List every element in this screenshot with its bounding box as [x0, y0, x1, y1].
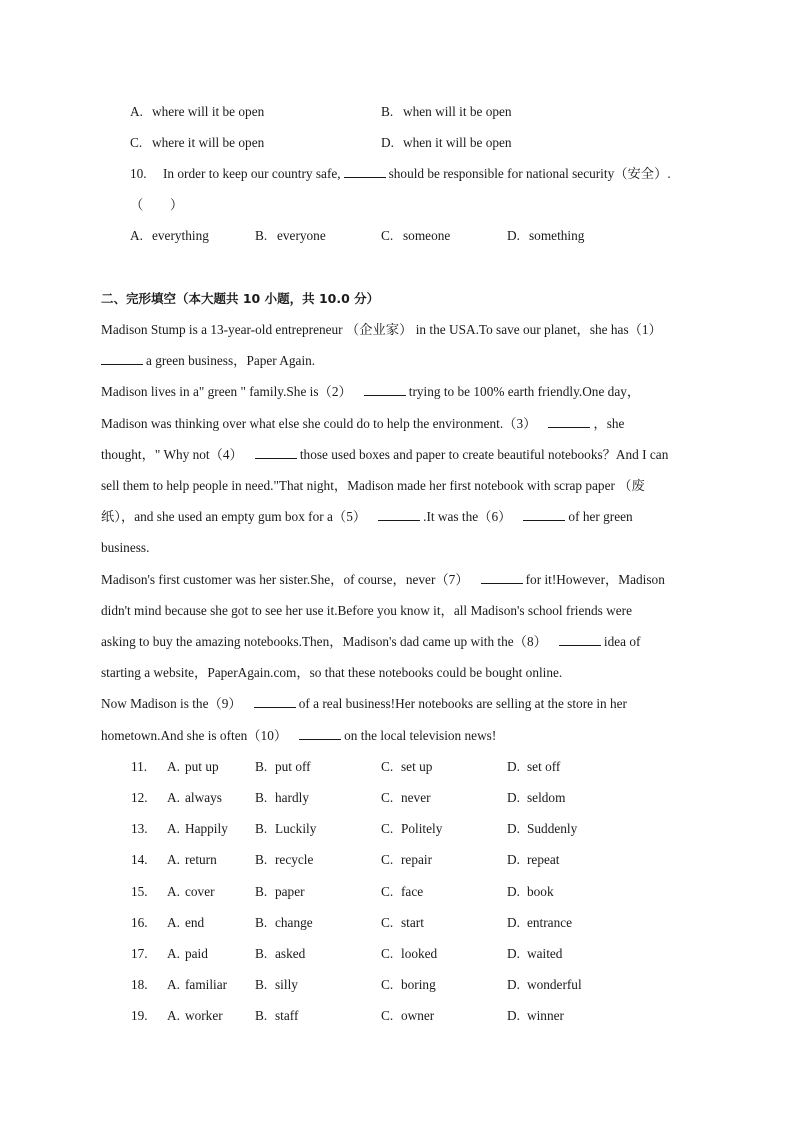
option-b[interactable]: [255, 946, 305, 962]
blank-6[interactable]: [523, 509, 565, 521]
option-text: paid: [185, 946, 208, 961]
blank-10[interactable]: [299, 728, 341, 740]
option-label: D.: [507, 790, 520, 805]
option-b[interactable]: [255, 977, 298, 993]
option-b[interactable]: [255, 1008, 298, 1024]
option-label: B.: [255, 759, 268, 774]
blank-9[interactable]: [254, 696, 296, 708]
option-text: set off: [527, 759, 561, 774]
option-label: C.: [381, 790, 394, 805]
question-number: 11.: [131, 759, 148, 774]
q9-option-d[interactable]: D. when it will be open: [381, 135, 512, 150]
passage-line-13: Now Madison is the（9） of a real business!Her notebooks are selling at the store in her: [101, 696, 627, 711]
option-text: asked: [275, 946, 306, 961]
option-a[interactable]: [167, 946, 208, 962]
option-label: C.: [381, 852, 394, 867]
option-c[interactable]: [381, 1008, 434, 1024]
option-text: always: [185, 790, 222, 805]
option-b[interactable]: [255, 852, 313, 868]
q10-blank[interactable]: [344, 166, 386, 178]
q9-option-a[interactable]: A. where will it be open: [130, 104, 265, 119]
option-label: A.: [167, 977, 180, 992]
passage-line-1: Madison Stump is a 13-year-old entrepreneur （企业家） in the USA.To save our planet，she has（1）: [101, 322, 662, 337]
option-d[interactable]: [507, 915, 572, 931]
option-d[interactable]: [507, 759, 560, 775]
q10-paren: （ ）: [130, 197, 184, 212]
passage-line-4: Madison was thinking over what else she could do to help the environment.（3） ，she: [101, 416, 625, 431]
passage-line-5: thought，" Why not（4） those used boxes and paper to create beautiful notebooks？And I can: [101, 447, 669, 462]
option-text: familiar: [185, 977, 228, 992]
option-label: D.: [507, 1008, 520, 1023]
passage-line-8: business.: [101, 540, 150, 555]
option-text: staff: [275, 1008, 299, 1023]
option-text: wonderful: [527, 977, 582, 992]
option-label: D.: [507, 852, 520, 867]
option-label: B.: [255, 790, 268, 805]
q10-option-c[interactable]: C. someone: [381, 228, 451, 243]
option-c[interactable]: [381, 852, 432, 868]
option-c[interactable]: [381, 915, 424, 931]
passage-line-14: hometown.And she is often（10） on the local television news!: [101, 728, 497, 743]
passage-line-3: Madison lives in a" green " family.She is（2） trying to be 100% earth friendly.One day，: [101, 384, 641, 399]
option-text: recycle: [275, 852, 314, 867]
passage-line-11: asking to buy the amazing notebooks.Then，Madison's dad came up with the（8） idea of: [101, 634, 641, 649]
blank-1[interactable]: [101, 353, 143, 365]
option-d[interactable]: [507, 977, 582, 993]
q10-option-d[interactable]: D. something: [507, 228, 585, 243]
option-label: C.: [381, 821, 394, 836]
q10-option-b[interactable]: B. everyone: [255, 228, 326, 243]
option-a[interactable]: [167, 977, 227, 993]
option-text: end: [185, 915, 205, 930]
blank-2[interactable]: [364, 384, 406, 396]
option-label: A.: [167, 915, 180, 930]
q10-stem: 10. In order to keep our country safe, should be responsible for national security（安全）.: [130, 166, 671, 181]
option-text: looked: [401, 946, 438, 961]
option-label: D.: [507, 759, 520, 774]
option-label: B.: [255, 946, 268, 961]
question-number: 14.: [131, 852, 148, 867]
option-label: A.: [167, 946, 180, 961]
option-label: A.: [167, 852, 180, 867]
option-text: Happily: [185, 821, 228, 836]
blank-3[interactable]: [548, 416, 590, 428]
question-number: 13.: [131, 821, 148, 836]
option-text: repair: [401, 852, 433, 867]
passage-line-10: didn't mind because she got to see her use it.Before you know it，all Madison's school friends were: [101, 603, 633, 618]
option-a[interactable]: [167, 821, 228, 837]
section-heading: 二、完形填空（本大题共 10 小题，共 10.0 分）: [101, 291, 380, 306]
blank-7[interactable]: [481, 572, 523, 584]
option-b[interactable]: [255, 821, 316, 837]
option-label: C.: [381, 1008, 394, 1023]
option-c[interactable]: [381, 946, 437, 962]
option-label: B.: [255, 915, 268, 930]
option-c[interactable]: [381, 884, 423, 900]
option-a[interactable]: [167, 1008, 223, 1024]
option-label: A.: [167, 884, 180, 899]
option-d[interactable]: [507, 852, 559, 868]
option-text: Suddenly: [527, 821, 578, 836]
q10-number: 10.: [130, 166, 147, 181]
option-label: D.: [507, 821, 520, 836]
option-text: set up: [401, 759, 433, 774]
option-text: repeat: [527, 852, 560, 867]
option-label: B.: [255, 852, 268, 867]
option-text: silly: [275, 977, 298, 992]
option-text: return: [185, 852, 217, 867]
option-a[interactable]: [167, 790, 222, 806]
q9-option-b[interactable]: B. when will it be open: [381, 104, 512, 119]
option-b[interactable]: [255, 884, 305, 900]
option-c[interactable]: [381, 790, 431, 806]
option-d[interactable]: [507, 790, 565, 806]
blank-8[interactable]: [559, 634, 601, 646]
option-b[interactable]: [255, 759, 311, 775]
option-label: B.: [255, 821, 268, 836]
passage-line-2: a green business，Paper Again.: [101, 353, 315, 369]
option-text: owner: [401, 1008, 435, 1023]
option-text: face: [401, 884, 424, 899]
passage-line-6: sell them to help people in need."That night，Madison made her first notebook with scrap paper （废: [101, 478, 645, 493]
passage-line-12: starting a website，PaperAgain.com，so that these notebooks could be bought online.: [101, 665, 563, 680]
option-label: B.: [255, 977, 268, 992]
option-label: B.: [255, 1008, 268, 1023]
option-label: C.: [381, 915, 394, 930]
option-a[interactable]: [167, 759, 219, 775]
option-label: D.: [507, 884, 520, 899]
option-c[interactable]: [381, 977, 436, 993]
option-text: book: [527, 884, 554, 899]
option-label: A.: [167, 821, 180, 836]
option-d[interactable]: [507, 1008, 564, 1024]
option-a[interactable]: [167, 915, 204, 931]
option-a[interactable]: [167, 852, 217, 868]
option-label: D.: [507, 977, 520, 992]
option-label: C.: [381, 977, 394, 992]
option-text: boring: [401, 977, 436, 992]
option-text: waited: [527, 946, 563, 961]
option-text: Politely: [401, 821, 443, 836]
passage-line-9: Madison's first customer was her sister.She，of course，never（7） for it!However，Madison: [101, 572, 665, 587]
option-d[interactable]: [507, 946, 562, 962]
option-label: A.: [167, 1008, 180, 1023]
question-number: 17.: [131, 946, 148, 961]
blank-4[interactable]: [255, 447, 297, 459]
q9-option-c[interactable]: C. where it will be open: [130, 135, 265, 150]
option-d[interactable]: [507, 821, 577, 837]
option-text: entrance: [527, 915, 573, 930]
option-text: put up: [185, 759, 219, 774]
option-text: Luckily: [275, 821, 317, 836]
option-text: winner: [527, 1008, 564, 1023]
option-d[interactable]: [507, 884, 554, 900]
option-label: C.: [381, 884, 394, 899]
option-a[interactable]: [167, 884, 215, 900]
option-label: C.: [381, 946, 394, 961]
blank-5[interactable]: [378, 509, 420, 521]
question-number: 18.: [131, 977, 148, 992]
option-text: never: [401, 790, 431, 805]
q10-option-a[interactable]: A. everything: [130, 228, 209, 243]
option-text: worker: [185, 1008, 223, 1023]
option-text: put off: [275, 759, 311, 774]
option-text: cover: [185, 884, 215, 899]
option-text: hardly: [275, 790, 309, 805]
option-label: A.: [167, 790, 180, 805]
option-label: D.: [507, 946, 520, 961]
option-b[interactable]: [255, 915, 313, 931]
option-text: seldom: [527, 790, 566, 805]
option-label: D.: [507, 915, 520, 930]
passage-line-7: 纸），and she used an empty gum box for a（5） .It was the（6） of her green: [101, 509, 633, 524]
option-c[interactable]: [381, 759, 432, 775]
option-label: B.: [255, 884, 268, 899]
question-number: 19.: [131, 1008, 148, 1023]
option-text: change: [275, 915, 313, 930]
option-text: start: [401, 915, 424, 930]
option-label: A.: [167, 759, 180, 774]
option-c[interactable]: [381, 821, 442, 837]
option-text: paper: [275, 884, 305, 899]
question-number: 16.: [131, 915, 148, 930]
question-number: 12.: [131, 790, 148, 805]
question-number: 15.: [131, 884, 148, 899]
option-b[interactable]: [255, 790, 309, 806]
option-label: C.: [381, 759, 394, 774]
